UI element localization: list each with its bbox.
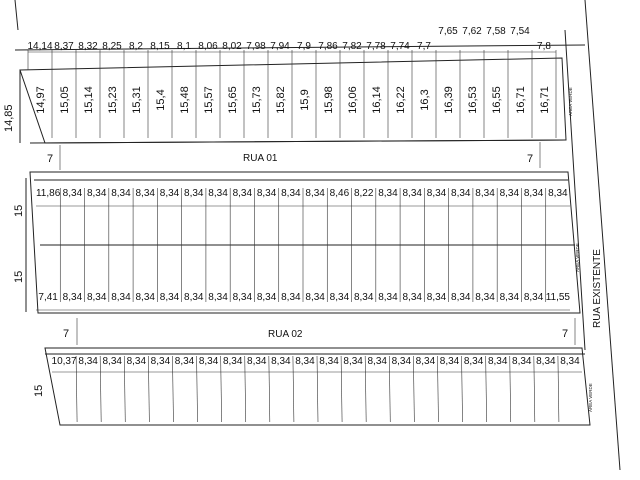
block-2-lot-width: 8,34 bbox=[62, 292, 83, 303]
block-3-lot-width: 8,34 bbox=[415, 356, 436, 367]
block-2-lot-width: 8,34 bbox=[475, 292, 495, 303]
block-1-lot-depth: 16,3 bbox=[419, 89, 431, 111]
block-1-lot-depth: 16,71 bbox=[539, 86, 551, 114]
block-3-lot-line bbox=[558, 356, 559, 422]
block-2-lot-width: 8,34 bbox=[208, 188, 228, 199]
block-3-lot-line bbox=[317, 356, 318, 422]
block-3-lot-line bbox=[365, 356, 366, 422]
block-3-lot-width: 8,34 bbox=[463, 356, 484, 367]
block-1-lot-depth: 15,57 bbox=[203, 86, 215, 114]
block-2-lot-width: 8,34 bbox=[232, 292, 253, 303]
block-1-lot-depth: 16,14 bbox=[371, 86, 383, 114]
block-2-lot-width: 8,34 bbox=[86, 292, 107, 303]
block-1-lot-depth: 14,97 bbox=[35, 86, 47, 114]
block-1-lot-depth: 16,53 bbox=[467, 86, 479, 114]
block-2-lot-dividers bbox=[60, 188, 545, 302]
block-3-lot-width: 8,34 bbox=[439, 356, 460, 367]
block-2-lot-width: 8,34 bbox=[305, 188, 325, 199]
block-3-lot-width: 8,34 bbox=[367, 356, 387, 367]
block-2-lot-width: 8,34 bbox=[548, 188, 568, 199]
block-1-front-width: 7,82 bbox=[342, 41, 362, 52]
block-3-lot-line bbox=[510, 356, 511, 422]
block-1-front-width: 8,25 bbox=[102, 41, 122, 52]
block-1-front-width: 7,8 bbox=[537, 41, 551, 52]
block-1-front-width: 8,15 bbox=[150, 41, 170, 52]
block-3-lot-width: 8,34 bbox=[343, 356, 363, 367]
block-1-front-width: 7,9 bbox=[297, 41, 311, 52]
street-label-rua-02: RUA 02 bbox=[268, 329, 303, 340]
block-1-front-width: 7,78 bbox=[366, 41, 386, 52]
block-2-lot-width: 8,34 bbox=[208, 292, 228, 303]
block-1-lot-depth: 15,14 bbox=[83, 86, 95, 114]
block-1-front-width: 8,37 bbox=[54, 41, 74, 52]
block-3-lot-line bbox=[534, 356, 535, 422]
block-3-lot-width: 8,34 bbox=[102, 356, 122, 367]
block-3-lot-line bbox=[462, 356, 463, 422]
block-1-lot-depth: 15,82 bbox=[275, 86, 287, 114]
block-3-lot-width: 8,34 bbox=[319, 356, 339, 367]
block-1-depth-dimensions bbox=[35, 86, 551, 114]
block-3-lot-width: 8,34 bbox=[247, 356, 267, 367]
block-1-front-width: 7,98 bbox=[246, 41, 266, 52]
block-2-lot-width: 8,22 bbox=[353, 188, 374, 199]
block-1-front-width: 8,32 bbox=[78, 41, 98, 52]
rua-01-width-left: 7 bbox=[47, 153, 54, 165]
block-1-front-width: 8,1 bbox=[177, 41, 191, 52]
block-2-lot-width: 8,34 bbox=[135, 292, 155, 303]
block-3-lot-dividers bbox=[76, 356, 559, 422]
green-area-label-1: AREA VERDE bbox=[568, 87, 573, 116]
block-2-lot-width: 8,34 bbox=[451, 292, 471, 303]
block-3-lot-line bbox=[293, 356, 294, 422]
block-1-front-width: 7,65 bbox=[438, 26, 458, 37]
block-2-lot-width: 8,34 bbox=[426, 188, 447, 199]
block-1-lot-depth: 16,22 bbox=[395, 86, 407, 114]
block-3-lot-width: 8,34 bbox=[295, 356, 315, 367]
block-1-front-width: 7,94 bbox=[270, 41, 290, 52]
block-1-front-width: 7,7 bbox=[417, 41, 431, 52]
block-3-lot-width: 8,34 bbox=[271, 356, 291, 367]
block-2-lot-width: 8,34 bbox=[256, 188, 277, 199]
block-1-lot-depth: 15,23 bbox=[107, 86, 119, 114]
block-2-lot-width: 8,34 bbox=[159, 292, 180, 303]
block-1-lot-depth: 15,65 bbox=[227, 86, 239, 114]
block-1-lot-depth: 15,05 bbox=[59, 86, 71, 114]
block-2-lot-width: 8,34 bbox=[135, 188, 155, 199]
block-2-lot-width: 8,34 bbox=[426, 292, 447, 303]
rua-01-width-right: 7 bbox=[527, 153, 534, 165]
block-2-lot-width: 8,34 bbox=[523, 292, 544, 303]
block-2-lot-width: 8,34 bbox=[402, 188, 422, 199]
block-2-lot-width: 8,34 bbox=[378, 292, 398, 303]
left-site-edge bbox=[15, 0, 18, 30]
block-3-lot-line bbox=[341, 356, 342, 422]
block-2-lot-width: 8,34 bbox=[499, 188, 520, 199]
block-2-lot-width: 8,34 bbox=[353, 292, 374, 303]
block-1-front-dimensions bbox=[27, 26, 556, 52]
green-area-label-2: AREA VERDE bbox=[575, 243, 580, 272]
block-3-lot-width: 8,34 bbox=[536, 356, 556, 367]
block-3-lot-line bbox=[124, 356, 125, 422]
block-2-lot-width: 8,34 bbox=[256, 292, 277, 303]
block-1-lot-depth: 16,71 bbox=[515, 86, 527, 114]
block-2-lot-width: 8,34 bbox=[86, 188, 107, 199]
block-3-lot-width: 8,34 bbox=[78, 356, 98, 367]
block-3-lot-line bbox=[413, 356, 414, 422]
block-3-lot-width: 10,37 bbox=[51, 356, 77, 367]
block-3-lot-width: 8,34 bbox=[150, 356, 171, 367]
street-label-rua-01: RUA 01 bbox=[243, 153, 278, 164]
block-2-lot-width: 8,34 bbox=[475, 188, 495, 199]
green-area-label-3: AREA VERDE bbox=[588, 383, 593, 412]
block-3-lot-width: 8,34 bbox=[198, 356, 219, 367]
block-3-lot-line bbox=[437, 356, 438, 422]
block-3-lot-line bbox=[197, 356, 198, 422]
block-1-lot-depth: 15,4 bbox=[155, 89, 167, 111]
block-1-front-width: 7,74 bbox=[390, 41, 410, 52]
rua-02-width-right: 7 bbox=[562, 328, 569, 340]
block-2-lot-width: 8,34 bbox=[305, 292, 325, 303]
block-1-side-depth: 14,85 bbox=[3, 104, 15, 132]
block-3-lot-width: 8,34 bbox=[126, 356, 147, 367]
block-1-front-width: 7,62 bbox=[462, 26, 482, 37]
street-label-rua-existente: RUA EXISTENTE bbox=[592, 249, 603, 328]
block-2-lot-width: 8,34 bbox=[62, 188, 83, 199]
block-1-front-width: 8,06 bbox=[198, 41, 218, 52]
block-2-lot-width: 8,34 bbox=[499, 292, 520, 303]
block-1-front-width: 14,14 bbox=[27, 41, 53, 52]
block-1-lot-depth: 15,73 bbox=[251, 86, 263, 114]
block-2-lot-width: 8,34 bbox=[523, 188, 544, 199]
block-3-lot-width: 8,34 bbox=[222, 356, 243, 367]
block-1-front-width: 7,86 bbox=[318, 41, 338, 52]
block-2-lot-width: 8,34 bbox=[111, 292, 131, 303]
block-1-lot-depth: 15,98 bbox=[323, 86, 335, 114]
block-2-row-depth-1: 15 bbox=[13, 204, 25, 217]
block-3-lot-width: 8,34 bbox=[512, 356, 532, 367]
block-3-lot-width: 8,34 bbox=[560, 356, 580, 367]
block-2-lot-width: 8,34 bbox=[402, 292, 422, 303]
block-2-row-depth-2: 15 bbox=[13, 270, 25, 283]
block-1-front-width: 7,54 bbox=[510, 26, 530, 37]
block-3-lot-width: 8,34 bbox=[174, 356, 195, 367]
block-2-lot-width: 8,34 bbox=[159, 188, 180, 199]
block-3-lot-line bbox=[221, 356, 222, 422]
block-1-street-line bbox=[30, 140, 566, 143]
block-3-lot-line bbox=[172, 356, 173, 422]
block-3-lot-width: 8,34 bbox=[487, 356, 508, 367]
block-1-lot-depth: 15,9 bbox=[299, 89, 311, 111]
block-2-lot-width: 8,34 bbox=[184, 188, 204, 199]
block-1-lot-depth: 16,55 bbox=[491, 86, 503, 114]
block-3-lot-line bbox=[389, 356, 390, 422]
rua-02-width-left: 7 bbox=[63, 328, 70, 340]
block-3-lot-line bbox=[245, 356, 246, 422]
block-2-lot-width: 11,86 bbox=[35, 188, 61, 199]
block-2-lot-width: 11,55 bbox=[545, 292, 571, 303]
block-1-lot-depth: 15,31 bbox=[131, 86, 143, 114]
block-2-lot-width: 8,34 bbox=[281, 188, 301, 199]
block-3-depth: 15 bbox=[33, 384, 45, 397]
block-2-lot-width: 8,34 bbox=[111, 188, 131, 199]
block-2-lot-width: 8,34 bbox=[451, 188, 471, 199]
block-3-lot-line bbox=[100, 356, 101, 422]
block-1-front-width: 8,2 bbox=[129, 41, 143, 52]
block-2-lot-width: 8,34 bbox=[378, 188, 398, 199]
block-2-lot-width: 8,46 bbox=[329, 188, 350, 199]
block-2-lot-width: 8,34 bbox=[329, 292, 350, 303]
block-1-lot-depth: 16,39 bbox=[443, 86, 455, 114]
block-1-lot-depth: 16,06 bbox=[347, 86, 359, 114]
block-1-front-width: 7,58 bbox=[486, 26, 506, 37]
block-3-lot-line bbox=[148, 356, 149, 422]
block-3-lot-line bbox=[486, 356, 487, 422]
block-2-lot-width: 8,34 bbox=[232, 188, 253, 199]
block-1-lot-depth: 15,48 bbox=[179, 86, 191, 114]
block-3-lot-width: 8,34 bbox=[391, 356, 412, 367]
block-1-front-width: 8,02 bbox=[222, 41, 242, 52]
block-2-lot-width: 8,34 bbox=[184, 292, 204, 303]
block-2-lot-width: 8,34 bbox=[281, 292, 301, 303]
block-3-lot-line bbox=[269, 356, 270, 422]
block-2-lot-width: 7,41 bbox=[38, 292, 58, 303]
